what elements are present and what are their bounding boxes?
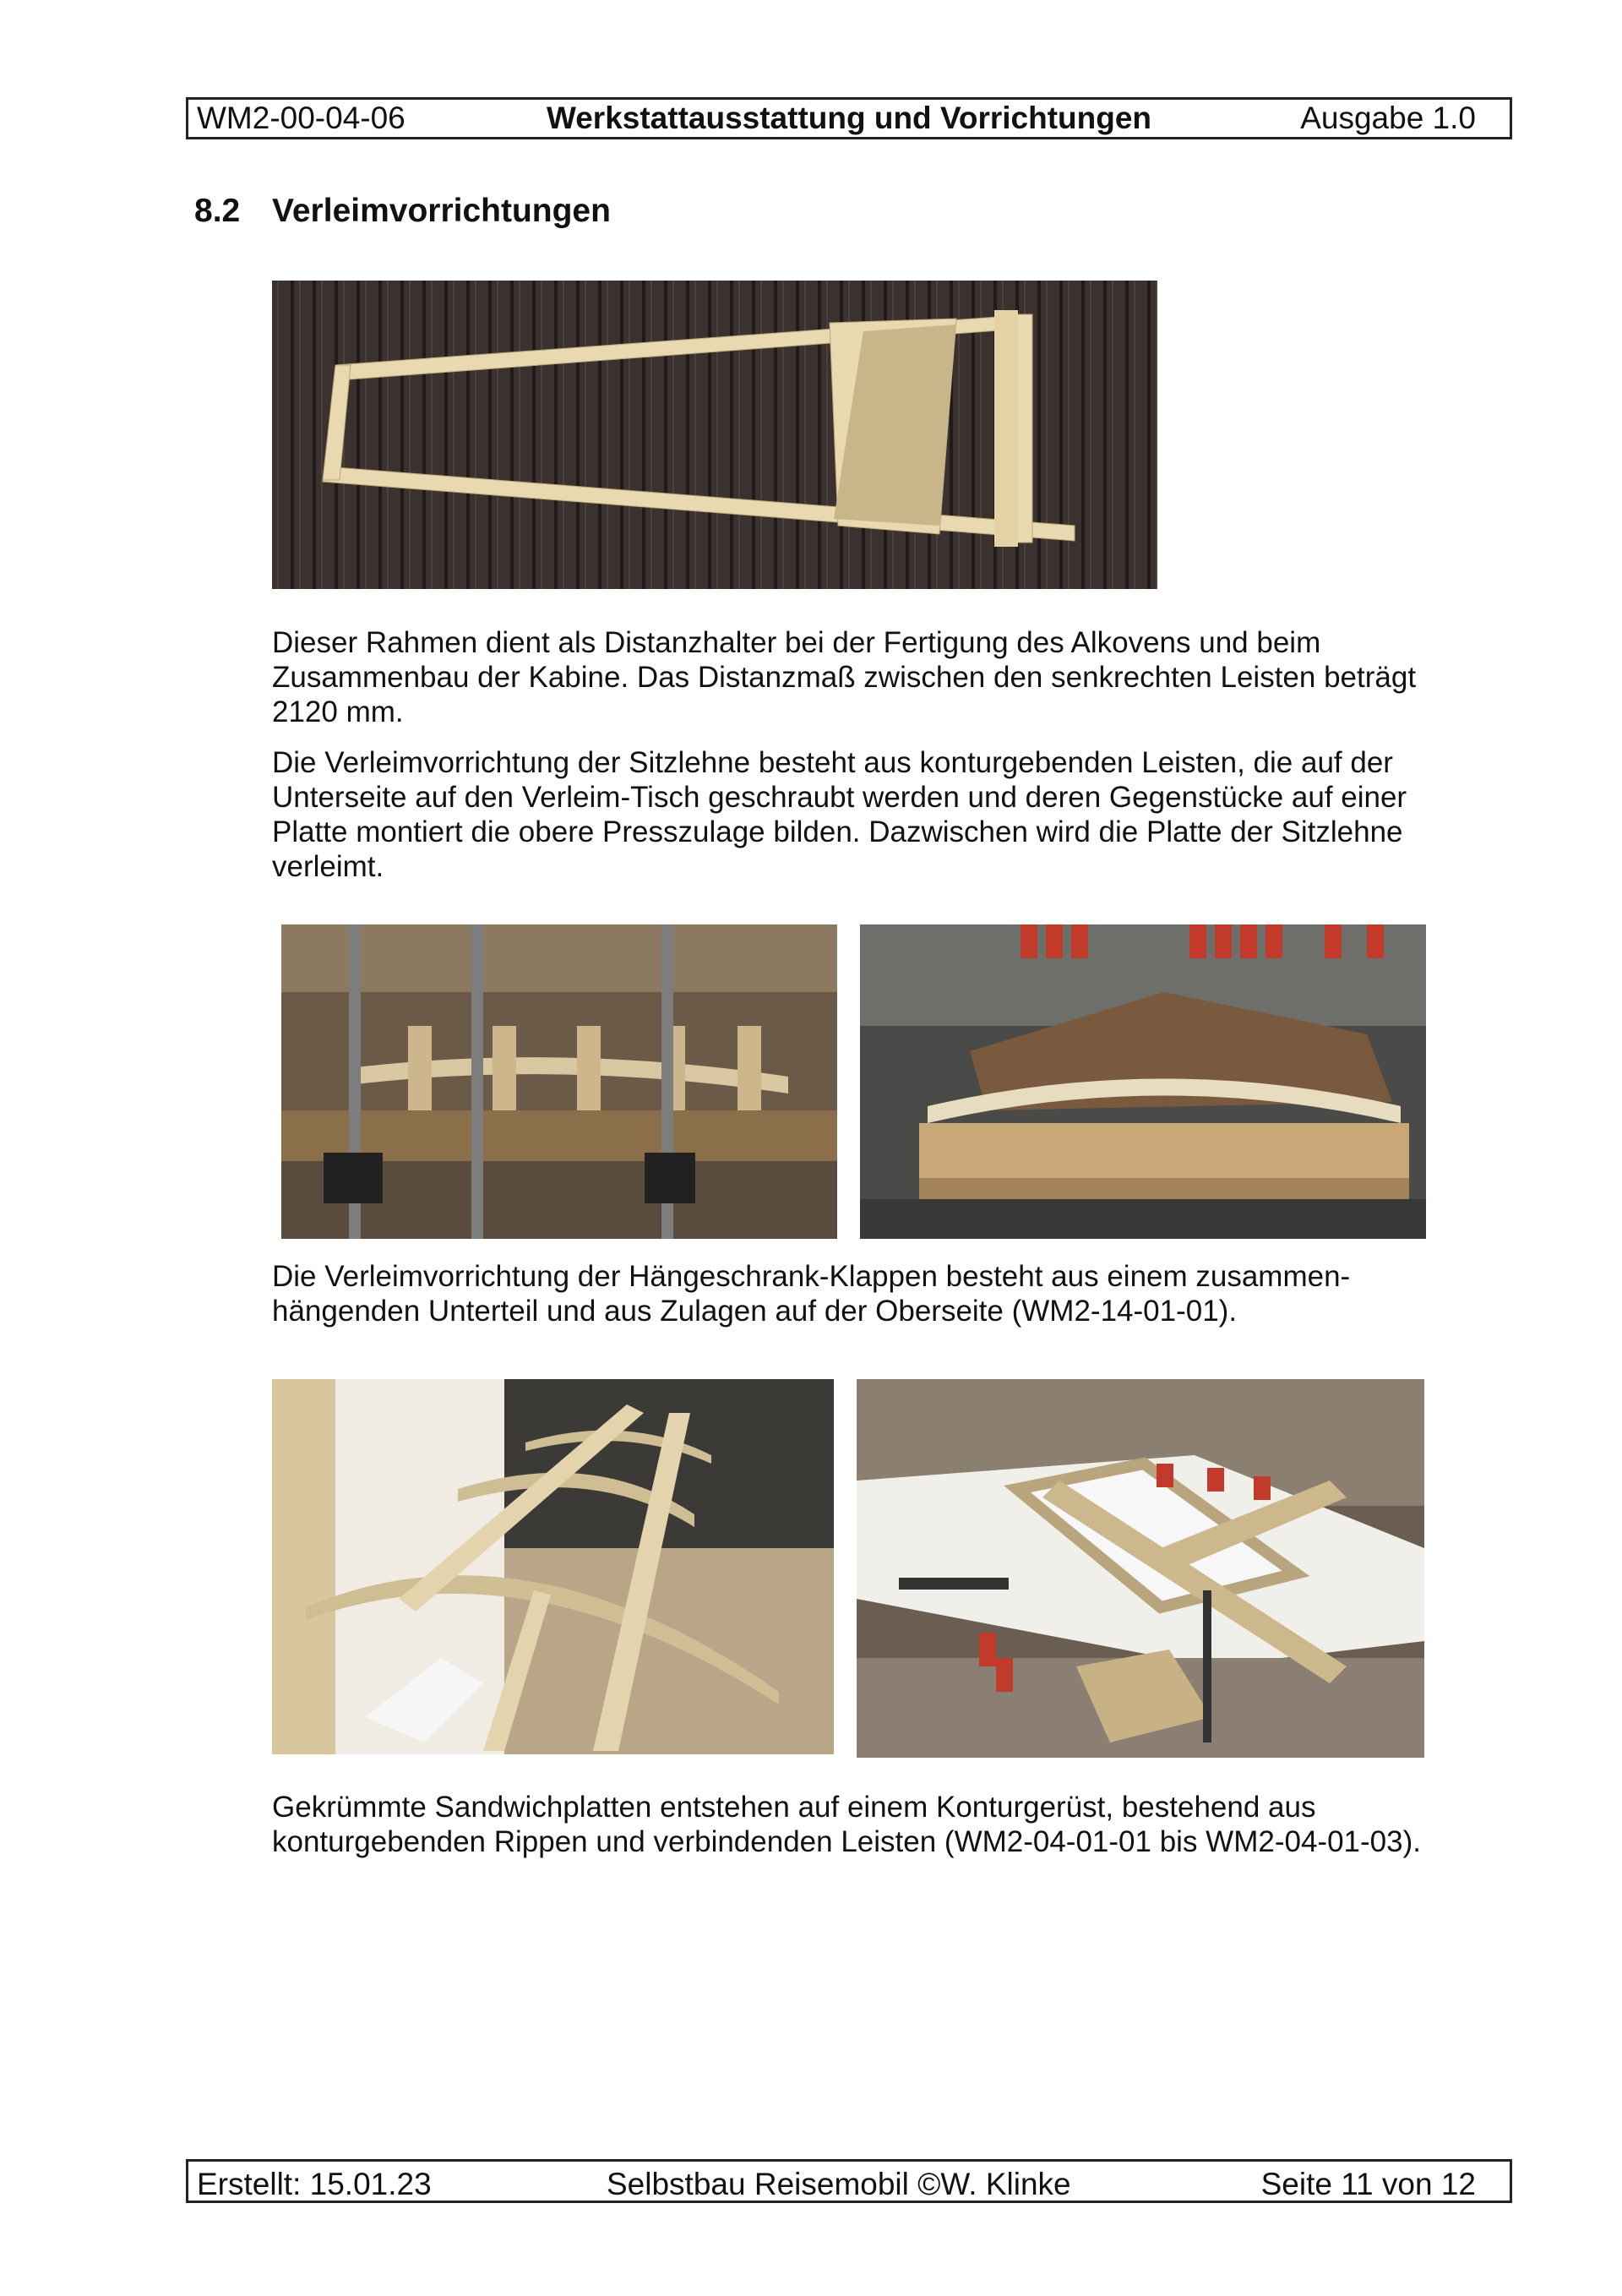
section-title: Verleimvorrichtungen	[272, 193, 611, 229]
photo-flap-gluing	[857, 1379, 1424, 1758]
photo-seatback-jig-lower	[281, 924, 837, 1239]
publisher: Selbstbau Reisemobil ©W. Klinke	[607, 2167, 1071, 2201]
section-heading	[194, 193, 611, 230]
paragraph-sandwich: Gekrümmte Sandwichplatten entstehen auf einem Konturgerüst, bestehend aus konturgebenden Rippen und verbindenden Leisten (WM2-04-01-01 bis WM2-04-01-03).	[272, 1791, 1421, 1858]
doc-edition: Ausgabe 1.0	[1300, 101, 1476, 135]
page-header	[186, 97, 1512, 139]
created-date: Erstellt: 15.01.23	[197, 2167, 432, 2201]
doc-title: Werkstattausstattung und Vorrichtungen	[546, 101, 1152, 135]
paragraph-seatback: Die Verleimvorrichtung der Sitzlehne besteht aus konturgebenden Leisten, die auf der Unterseite auf den Verleim-Tisch geschraubt werden und deren Gegenstücke auf einer Platte montiert die obere Presszulage bilden. Dazwischen wird die Platte der Sitzlehne verleimt.	[272, 746, 1407, 883]
paragraph-cabinet-flaps: Die Verleimvorrichtung der Hängeschrank-Klappen besteht aus einem zusammen-hängenden Unterteil und aus Zulagen auf der Oberseite (WM2-14-01-01).	[272, 1260, 1351, 1328]
section-number: 8.2	[194, 193, 241, 229]
paragraph-frame: Dieser Rahmen dient als Distanzhalter bei der Fertigung des Alkovens und beim Zusammenbau der Kabine. Das Distanzmaß zwischen den senkrechten Leisten beträgt 2120 mm.	[272, 626, 1417, 728]
photo-contour-scaffold	[272, 1379, 834, 1754]
photo-frame-spacer	[272, 281, 1157, 589]
photo-seatback-jig-press	[860, 924, 1426, 1239]
page-number: Seite 11 von 12	[1260, 2167, 1476, 2201]
doc-id: WM2-00-04-06	[197, 101, 406, 135]
page-footer	[186, 2159, 1512, 2203]
